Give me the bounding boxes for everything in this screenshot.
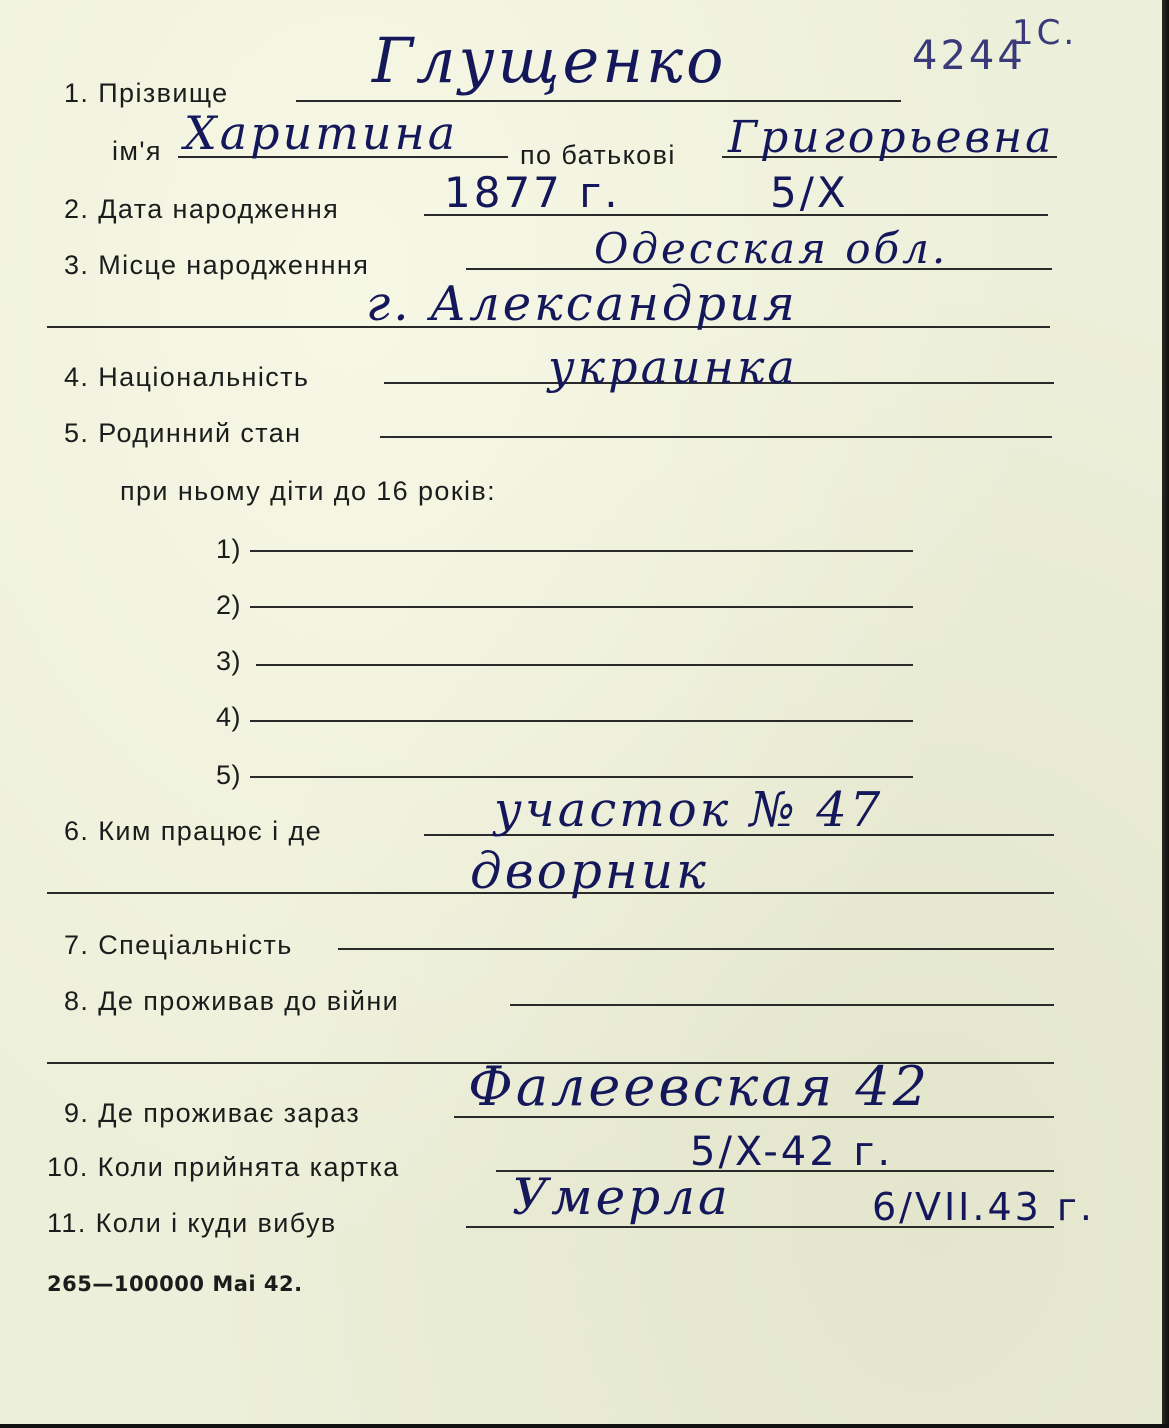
nationality-label: 4. Національність	[64, 362, 310, 392]
family-status-line	[380, 436, 1052, 438]
work-value-1: участок № 47	[494, 782, 884, 838]
current-residence-value: Фалеевская 42	[468, 1055, 931, 1118]
nationality-value: украинка	[548, 340, 798, 394]
child-slot-5: 5)	[216, 760, 242, 790]
children-label: при ньому діти до 16 років:	[120, 476, 497, 506]
work-value-2: дворник	[470, 842, 709, 900]
child-line-1	[250, 550, 913, 552]
card-accepted-label: 10. Коли прийнята картка	[47, 1152, 400, 1182]
prewar-residence-label: 8. Де проживав до війни	[64, 986, 400, 1016]
surname-line	[296, 100, 901, 102]
child-slot-3: 3)	[216, 646, 242, 676]
child-slot-2: 2)	[216, 590, 242, 620]
child-line-2	[250, 606, 913, 608]
child-slot-4: 4)	[216, 702, 242, 732]
child-line-5	[250, 776, 913, 778]
child-line-4	[250, 720, 913, 722]
birth-place-value-1: Одесская обл.	[594, 224, 949, 273]
departure-date-value: 6/VII.43 г.	[872, 1185, 1095, 1229]
child-slot-1: 1)	[216, 534, 242, 564]
birth-year-value: 1877 г.	[444, 168, 621, 217]
surname-label: 1. Прізвище	[64, 78, 229, 108]
prewar-residence-line-1	[510, 1004, 1054, 1006]
scan-edge-bottom	[0, 1424, 1169, 1428]
current-residence-label: 9. Де проживає зараз	[64, 1098, 361, 1128]
birth-place-label: 3. Місце народженння	[64, 250, 370, 280]
birth-day-value: 5/X	[770, 168, 849, 217]
patronymic-label: по батькові	[520, 140, 676, 170]
card-accepted-value: 5/X-42 г.	[690, 1129, 894, 1175]
surname-value: Глущенко	[372, 24, 727, 97]
patronymic-value: Григорьевна	[728, 112, 1055, 163]
specialty-line	[338, 948, 1054, 950]
print-run-footer: 265—100000 Mai 42.	[47, 1272, 303, 1296]
first-name-value: Харитина	[184, 106, 459, 160]
child-line-3	[256, 664, 913, 666]
departure-label: 11. Коли і куди вибув	[47, 1208, 337, 1238]
birth-date-label: 2. Дата народження	[64, 194, 340, 224]
departure-note-value: Умерла	[512, 1168, 731, 1226]
family-status-label: 5. Родинний стан	[64, 418, 302, 448]
record-suffix: 1С.	[1012, 13, 1078, 53]
specialty-label: 7. Спеціальність	[64, 930, 293, 960]
work-label: 6. Ким працює і де	[64, 816, 323, 846]
record-number: 4244	[912, 33, 1026, 79]
birth-place-value-2: г. Александрия	[366, 276, 798, 332]
scan-edge-right	[1162, 0, 1169, 1428]
first-name-label: ім'я	[112, 136, 162, 166]
